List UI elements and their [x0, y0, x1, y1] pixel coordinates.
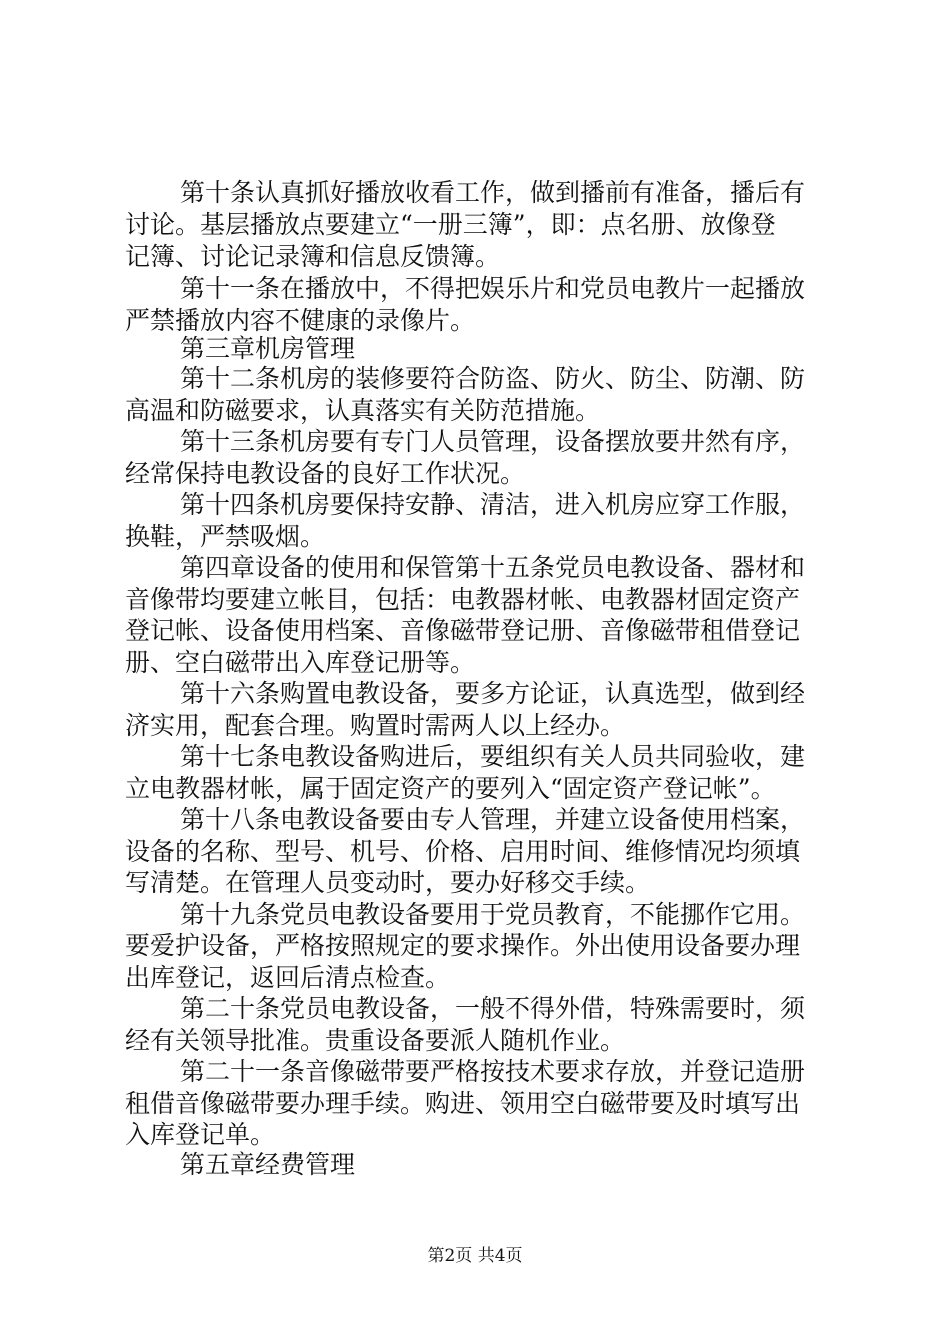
- text-line: 立电教器材帐，属于固定资产的要列入“固定资产登记帐”。: [125, 774, 776, 803]
- text-line: 换鞋，严禁吸烟。: [125, 522, 326, 551]
- text-line: 入库登记单。: [125, 1120, 276, 1149]
- text-line: 高温和防磁要求，认真落实有关防范措施。: [125, 396, 601, 425]
- text-line: 登记帐、设备使用档案、音像磁带登记册、音像磁带租借登记: [125, 616, 801, 645]
- text-line: 出库登记，返回后清点检查。: [125, 963, 451, 992]
- text-line: 第十九条党员电教设备要用于党员教育，不能挪作它用。: [180, 900, 806, 929]
- text-line: 第十三条机房要有专门人员管理，设备摆放要井然有序，: [180, 427, 806, 456]
- text-line: 第十六条购置电教设备，要多方论证，认真选型，做到经: [180, 679, 806, 708]
- chapter-heading: 第三章机房管理: [180, 334, 356, 363]
- text-line: 音像带均要建立帐目，包括：电教器材帐、电教器材固定资产: [125, 585, 801, 614]
- text-line: 第十八条电教设备要由专人管理，并建立设备使用档案，: [180, 805, 806, 834]
- text-line: 济实用，配套合理。购置时需两人以上经办。: [125, 711, 626, 740]
- text-line: 第二十条党员电教设备，一般不得外借，特殊需要时，须: [180, 994, 806, 1023]
- page-number-footer: 第2页 共4页: [427, 1246, 523, 1266]
- text-line: 册、空白磁带出入库登记册等。: [125, 648, 476, 677]
- text-line: 第二十一条音像磁带要严格按技术要求存放，并登记造册: [180, 1057, 806, 1086]
- text-line: 第十条认真抓好播放收看工作，做到播前有准备，播后有: [180, 178, 806, 207]
- chapter-heading: 第五章经费管理: [180, 1150, 356, 1179]
- text-line: 第十一条在播放中，不得把娱乐片和党员电教片一起播放: [180, 274, 806, 303]
- text-line: 写清楚。在管理人员变动时，要办好移交手续。: [125, 868, 651, 897]
- text-line: 经常保持电教设备的良好工作状况。: [125, 459, 526, 488]
- text-line: 讨论。基层播放点要建立“一册三簿”，即：点名册、放像登: [125, 210, 776, 239]
- text-line: 第十四条机房要保持安静、清洁，进入机房应穿工作服，: [180, 490, 806, 519]
- text-line: 记簿、讨论记录簿和信息反馈簿。: [125, 242, 501, 271]
- text-line: 设备的名称、型号、机号、价格、启用时间、维修情况均须填: [125, 837, 801, 866]
- text-line: 严禁播放内容不健康的录像片。: [125, 306, 476, 335]
- text-line: 第十二条机房的装修要符合防盗、防火、防尘、防潮、防: [180, 364, 806, 393]
- text-line: 租借音像磁带要办理手续。购进、领用空白磁带要及时填写出: [125, 1089, 801, 1118]
- text-line: 第十七条电教设备购进后，要组织有关人员共同验收，建: [180, 742, 806, 771]
- chapter-heading: 第四章设备的使用和保管第十五条党员电教设备、器材和: [180, 553, 806, 582]
- text-line: 要爱护设备，严格按照规定的要求操作。外出使用设备要办理: [125, 931, 801, 960]
- text-line: 经有关领导批准。贵重设备要派人随机作业。: [125, 1026, 626, 1055]
